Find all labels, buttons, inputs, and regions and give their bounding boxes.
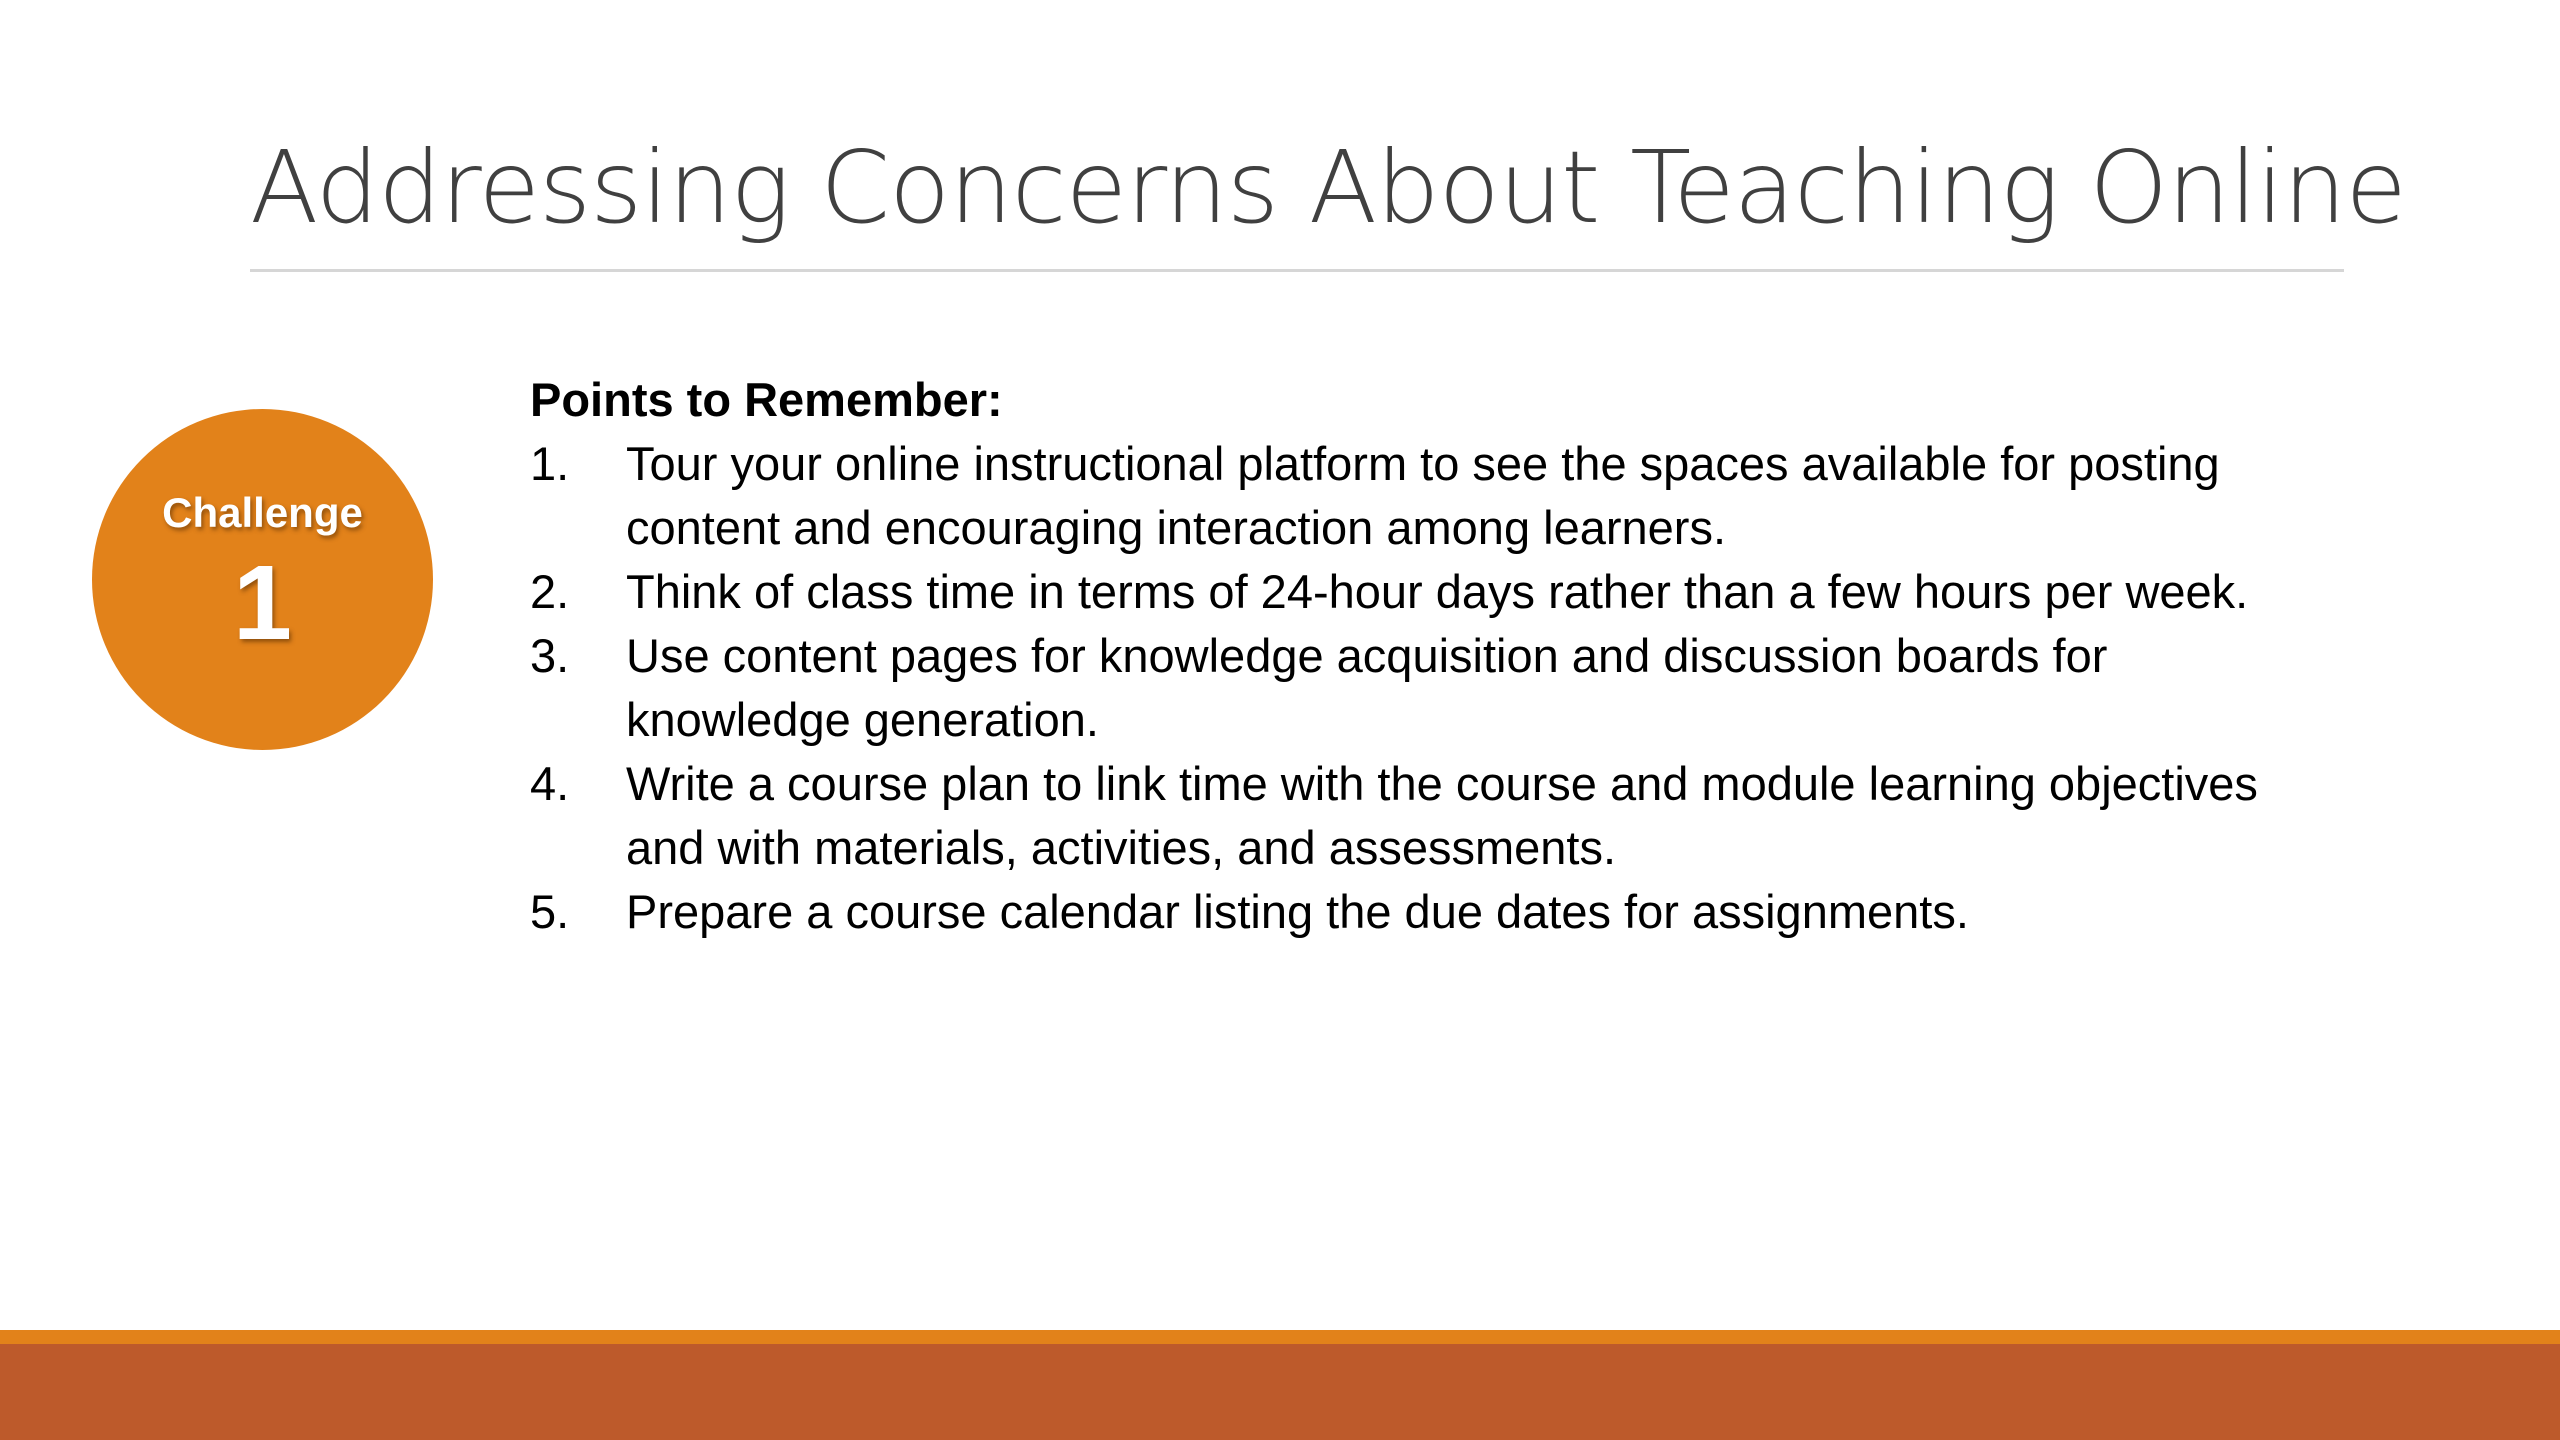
point-text: Think of class time in terms of 24-hour days rather than a few hours per week.: [626, 565, 2249, 618]
footer-band: [0, 1344, 2560, 1440]
title-divider: [250, 269, 2344, 272]
points-heading: Points to Remember:: [530, 373, 1003, 426]
point-text: Prepare a course calendar listing the due dates for assignments.: [626, 885, 1969, 938]
challenge-badge: [92, 409, 433, 750]
point-item-2: [530, 560, 2290, 624]
point-item-1: [530, 432, 2290, 560]
slide-title: Addressing Concerns About Teaching Online: [250, 129, 2406, 246]
point-number: 5.: [530, 885, 570, 938]
challenge-badge-label: Challenge: [162, 489, 363, 536]
points-section: [530, 368, 2290, 944]
point-item-5: [530, 880, 2290, 944]
point-text: Use content pages for knowledge acquisition and discussion boards for knowledge generation.: [626, 629, 2108, 746]
challenge-badge-number: 1: [233, 544, 292, 662]
point-number: 1.: [530, 437, 570, 490]
point-item-4: [530, 752, 2290, 880]
point-number: 4.: [530, 757, 570, 810]
point-text: Write a course plan to link time with the course and module learning objectives and with materials, activities, and assessments.: [626, 757, 2258, 874]
point-text: Tour your online instructional platform to see the spaces available for posting content and encouraging interaction among learners.: [626, 437, 2220, 554]
point-number: 3.: [530, 629, 570, 682]
points-list: [530, 432, 2290, 944]
footer-accent-line: [0, 1330, 2560, 1344]
point-number: 2.: [530, 565, 570, 618]
point-item-3: [530, 624, 2290, 752]
